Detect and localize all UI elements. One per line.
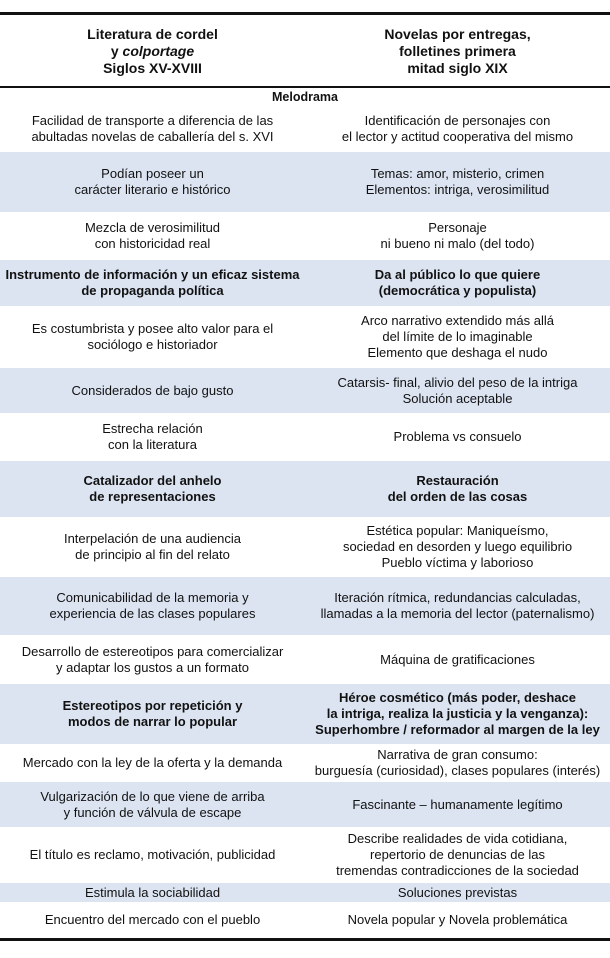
table-cell-right (305, 883, 610, 902)
cell-line: Mercado con la ley de la oferta y la demanda (22, 755, 283, 770)
cell-line: Identificación de personajes con (364, 113, 551, 128)
table-row (0, 152, 610, 212)
cell-line: del límite de lo imaginable (382, 329, 533, 344)
table-cell-left (0, 517, 305, 577)
table-cell-left (0, 782, 305, 827)
section-title: Melodrama (272, 90, 338, 104)
cell-line: de propaganda política (81, 283, 224, 298)
header-right-line3: mitad siglo XIX (407, 59, 508, 76)
cell-line: Pueblo víctima y laborioso (381, 555, 534, 570)
cell-line: Facilidad de transporte a diferencia de las (31, 113, 274, 128)
cell-line: Es costumbrista y posee alto valor para el (31, 321, 274, 336)
table-row (0, 635, 610, 684)
table-cell-left (0, 883, 305, 902)
table-cell-left (0, 212, 305, 260)
cell-line: Solución aceptable (402, 390, 513, 406)
cell-line: de principio al fin del relato (75, 547, 230, 562)
cell-line: El título es reclamo, motivación, publicidad (29, 847, 276, 862)
table-cell-left (0, 368, 305, 413)
cell-line: Temas: amor, misterio, crimen (370, 166, 545, 181)
table-row (0, 883, 610, 902)
cell-line: de representaciones (89, 489, 216, 504)
cell-line: Desarrollo de estereotipos para comercializar (21, 643, 284, 659)
cell-line: Problema vs consuelo (393, 429, 522, 444)
table-cell-left (0, 152, 305, 212)
table-cell-left (0, 577, 305, 635)
cell-line: Novela popular y Novela problemática (347, 911, 568, 927)
table-cell-right (305, 684, 610, 744)
cell-line: Elemento que deshaga el nudo (367, 345, 548, 360)
header-left (0, 18, 305, 84)
table-row (0, 827, 610, 883)
table-row (0, 684, 610, 744)
table-cell-left (0, 684, 305, 744)
cell-line: sociedad en desorden y luego equilibrio (342, 539, 573, 554)
cell-line: sociólogo e historiador (87, 337, 218, 352)
table-row (0, 577, 610, 635)
table-header (0, 18, 610, 84)
cell-line: modos de narrar lo popular (67, 714, 238, 729)
header-right (305, 18, 610, 84)
cell-line: tremendas contradicciones de la sociedad (336, 863, 579, 878)
table-cell-right (305, 635, 610, 684)
table-row (0, 461, 610, 517)
cell-line: Considerados de bajo gusto (71, 382, 234, 398)
cell-line: Catarsis- final, alivio del peso de la intriga (337, 374, 578, 390)
cell-line: ni bueno ni malo (del todo) (380, 236, 535, 251)
cell-line: Podían poseer un (101, 166, 204, 181)
table-cell-right (305, 152, 610, 212)
table-cell-left (0, 413, 305, 461)
table-cell-left (0, 306, 305, 368)
table-cell-left (0, 461, 305, 517)
table-cell-right (305, 368, 610, 413)
header-left-line1: Literatura de cordel (87, 25, 218, 42)
cell-line: Elementos: intriga, verosimilitud (365, 182, 550, 197)
table-row (0, 902, 610, 937)
cell-line: burguesía (curiosidad), clases populares (interés) (314, 763, 601, 778)
table-row (0, 106, 610, 152)
header-left-line2-prefix: y (110, 42, 123, 59)
table-row (0, 744, 610, 782)
cell-line: Comunicabilidad de la memoria y (56, 590, 249, 605)
cell-line: Mezcla de verosimilitud (84, 220, 221, 235)
top-rule (0, 12, 610, 15)
cell-line: Estereotipos por repetición y (62, 698, 243, 713)
table-cell-right (305, 260, 610, 306)
cell-line: Arco narrativo extendido más allá (361, 313, 554, 328)
cell-line: con la literatura (108, 437, 197, 452)
table-cell-left (0, 260, 305, 306)
cell-line: el lector y actitud cooperativa del mismo (341, 129, 574, 144)
table-cell-right (305, 306, 610, 368)
table-cell-right (305, 212, 610, 260)
table-cell-left (0, 106, 305, 152)
cell-line: con historicidad real (94, 236, 211, 251)
table-cell-left (0, 827, 305, 883)
table-cell-right (305, 827, 610, 883)
table-cell-right (305, 413, 610, 461)
cell-line: llamadas a la memoria del lector (paternalismo) (320, 606, 595, 621)
table-cell-right (305, 782, 610, 827)
cell-line: (democrática y populista) (378, 283, 537, 298)
cell-line: Instrumento de información y un eficaz sistema (5, 267, 300, 282)
table-row (0, 782, 610, 827)
cell-line: Soluciones previstas (397, 884, 518, 900)
cell-line: repertorio de denuncias de las (370, 847, 545, 862)
table-cell-right (305, 902, 610, 937)
cell-line: Superhombre / reformador al margen de la ley (315, 722, 600, 737)
cell-line: Catalizador del anhelo (83, 473, 222, 488)
header-right-line2: folletines primera (399, 42, 516, 59)
table-cell-right (305, 461, 610, 517)
cell-line: Iteración rítmica, redundancias calculadas, (334, 590, 581, 605)
table-cell-right (305, 744, 610, 782)
table-row (0, 260, 610, 306)
cell-line: Da al público lo que quiere (374, 267, 541, 282)
cell-line: carácter literario e histórico (74, 182, 231, 197)
cell-line: Describe realidades de vida cotidiana, (347, 831, 568, 846)
cell-line: Máquina de gratificaciones (380, 651, 535, 667)
cell-line: abultadas novelas de caballería del s. XVI (31, 129, 274, 144)
cell-line: Interpelación de una audiencia (63, 531, 242, 546)
header-left-line2-italic: colportage (122, 42, 195, 59)
cell-line: Estética popular: Maniqueísmo, (366, 523, 549, 538)
table-row (0, 413, 610, 461)
table-cell-left (0, 744, 305, 782)
cell-line: Personaje (428, 220, 487, 235)
table-row (0, 517, 610, 577)
table-cell-right (305, 577, 610, 635)
table-cell-right (305, 517, 610, 577)
cell-line: Héroe cosmético (más poder, deshace (339, 690, 576, 705)
table-cell-right (305, 106, 610, 152)
header-left-line3: Siglos XV-XVIII (103, 59, 202, 76)
cell-line: Encuentro del mercado con el pueblo (44, 911, 261, 927)
table-cell-left (0, 635, 305, 684)
cell-line: y adaptar los gustos a un formato (56, 659, 249, 675)
header-right-line1: Novelas por entregas, (384, 25, 531, 42)
header-left-line2 (111, 43, 194, 60)
table-row (0, 368, 610, 413)
cell-line: y función de válvula de escape (63, 804, 242, 820)
cell-line: Narrativa de gran consumo: (377, 747, 538, 762)
cell-line: Fascinante – humanamente legítimo (352, 796, 563, 812)
table-row (0, 306, 610, 368)
cell-line: experiencia de las clases populares (49, 606, 256, 621)
cell-line: Restauración (416, 473, 499, 488)
cell-line: Estrecha relación (102, 421, 203, 436)
bottom-rule (0, 938, 610, 941)
cell-line: del orden de las cosas (387, 489, 528, 504)
cell-line: Vulgarización de lo que viene de arriba (40, 788, 265, 804)
table-row (0, 212, 610, 260)
cell-line: Estimula la sociabilidad (84, 884, 221, 900)
table-cell-left (0, 902, 305, 937)
cell-line: la intriga, realiza la justicia y la venganza): (326, 706, 589, 721)
